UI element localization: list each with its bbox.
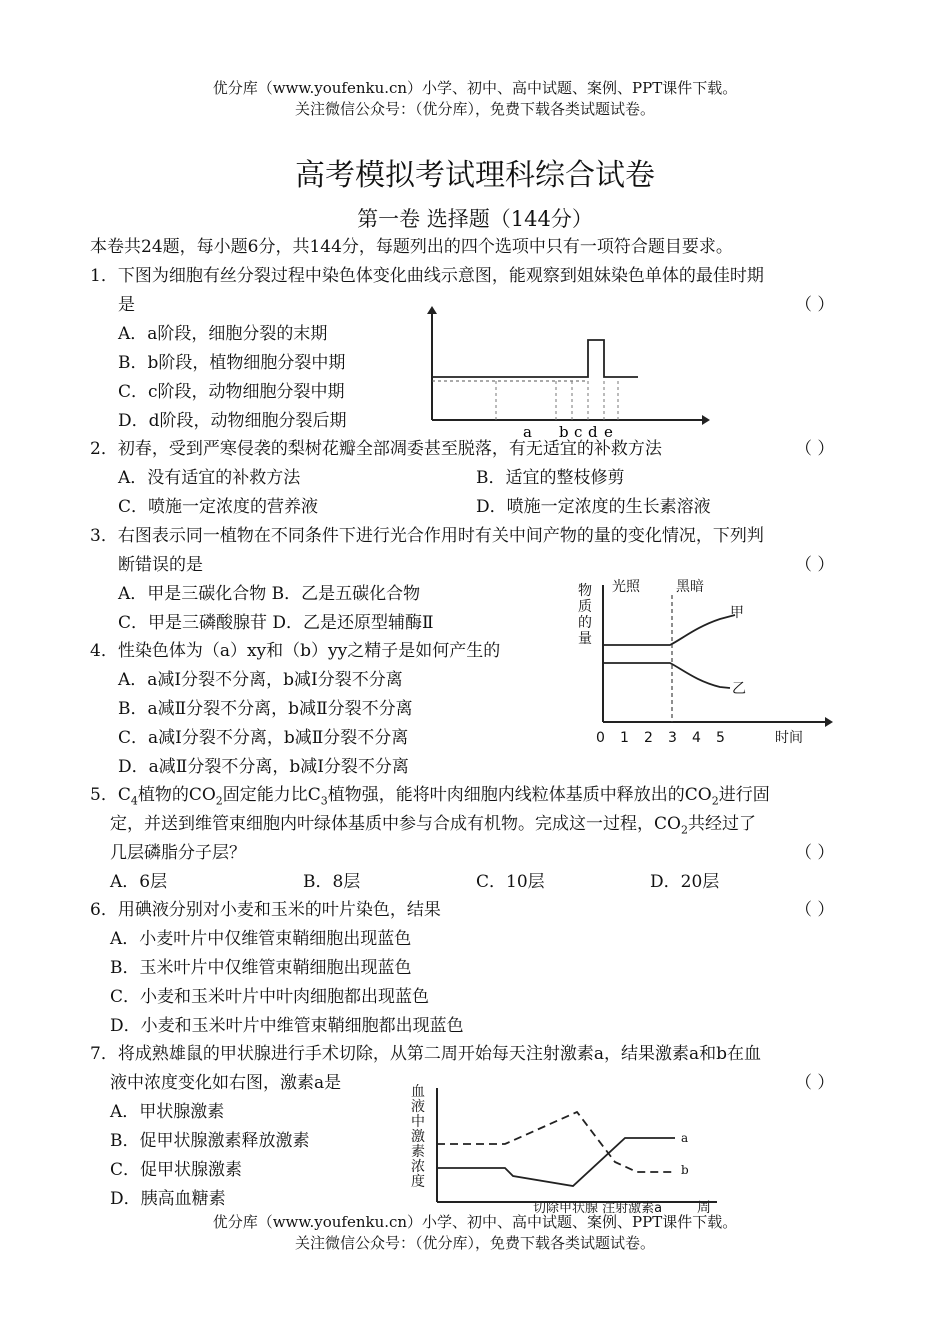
- q1-option-d: D．d阶段，动物细胞分裂后期: [118, 411, 347, 431]
- q7-xlabel: 周: [697, 1200, 711, 1216]
- q3-yi-label: 乙: [732, 681, 746, 697]
- q7-option-a: A．甲状腺激素: [110, 1102, 225, 1122]
- q3-xtick-3: 3: [668, 730, 677, 746]
- q1-answer-paren: （ ）: [795, 295, 835, 315]
- q7-stem-1: 7．将成熟雄鼠的甲状腺进行手术切除，从第二周开始每天注射激素a，结果激素a和b在血: [90, 1044, 761, 1064]
- q3-options-cd: C．甲是三磷酸腺苷 D．乙是还原型辅酶Ⅱ: [118, 613, 434, 633]
- q7-curve-a: [437, 1138, 675, 1186]
- q2-stem: 2．初春，受到严寒侵袭的梨树花瓣全部凋委甚至脱落，有无适宜的补救方法: [90, 439, 662, 459]
- q1-label-a: a: [523, 423, 532, 441]
- q3-stem-1: 3．右图表示同一植物在不同条件下进行光合作用时有关中间产物的量的变化情况，下列判: [90, 526, 764, 546]
- q5-option-b: B．8层: [303, 872, 361, 892]
- q1-option-c: C．c阶段，动物细胞分裂中期: [118, 382, 345, 402]
- q1-label-c: c: [574, 423, 583, 441]
- q5-option-d: D．20层: [650, 872, 720, 892]
- q7-label-b: b: [681, 1163, 689, 1177]
- q5-stem-3: 几层磷脂分子层？: [110, 843, 246, 863]
- q7-ylabel-6: 浓: [411, 1159, 425, 1175]
- q7-label-a: a: [681, 1131, 689, 1145]
- q5-option-c: C．10层: [476, 872, 545, 892]
- q6-option-b: B．玉米叶片中仅维管束鞘细胞出现蓝色: [110, 958, 412, 978]
- q3-xtick-0: 0: [596, 730, 605, 746]
- q3-ylabel-4: 量: [578, 631, 592, 647]
- q3-ylabel-2: 质: [578, 599, 592, 615]
- q3-answer-paren: （ ）: [795, 555, 835, 575]
- q5-stem-1: 5．$C_4$植物的$CO_2$固定能力比$C_3$植物强，能将叶肉细胞内线粒体基质中释放出的$CO_2$进行固: [90, 785, 770, 808]
- q6-option-a: A．小麦叶片中仅维管束鞘细胞出现蓝色: [110, 929, 412, 949]
- q3-curve-yi: [603, 663, 730, 688]
- q1-option-a: A．a阶段，细胞分裂的末期: [118, 324, 328, 344]
- q5-answer-paren: （ ）: [795, 843, 835, 863]
- q5-stem-2: 定，并送到维管束细胞内叶绿体基质中参与合成有机物。完成这一过程，$CO_2$共经过了: [110, 814, 756, 837]
- q7-option-d: D．胰高血糖素: [110, 1189, 226, 1209]
- q3-options-ab: A．甲是三碳化合物 B．乙是五碳化合物: [118, 584, 421, 604]
- q7-ylabel-4: 激: [411, 1129, 425, 1145]
- q7-figure: [405, 1080, 725, 1218]
- q1-curve: [432, 340, 638, 377]
- q6-answer-paren: （ ）: [795, 900, 835, 920]
- q6-option-c: C．小麦和玉米叶片中叶肉细胞都出现蓝色: [110, 987, 430, 1007]
- q1-label-d: d: [588, 423, 598, 441]
- q3-stem-2: 断错误的是: [118, 555, 203, 575]
- q7-option-b: B．促甲状腺激素释放激素: [110, 1131, 310, 1151]
- page-title: 高考模拟考试理科综合试卷: [295, 158, 655, 193]
- q5-option-a: A．6层: [110, 872, 168, 892]
- q7-ylabel-1: 血: [411, 1084, 425, 1100]
- footer-line-2: 关注微信公众号：（优分库），免费下载各类试题试卷。: [294, 1234, 655, 1252]
- q1-figure: [420, 302, 710, 444]
- q4-stem: 4．性染色体为（a）xy和（b）yy之精子是如何产生的: [90, 641, 501, 661]
- footer-line-1: 优分库（www.youfenku.cn）小学、初中、高中试题、案例、PPT课件下载。: [212, 1213, 738, 1231]
- q6-stem: 6．用碘液分别对小麦和玉米的叶片染色，结果: [90, 900, 441, 920]
- q4-option-a: A．a减Ⅰ分裂不分离，b减Ⅰ分裂不分离: [118, 670, 403, 690]
- section-subtitle: 第一卷 选择题（144分）: [357, 207, 593, 231]
- q1-option-b: B．b阶段，植物细胞分裂中期: [118, 353, 346, 373]
- q3-xtick-5: 5: [716, 730, 725, 746]
- q3-figure: [570, 575, 835, 753]
- q3-light-label: 光照: [612, 579, 640, 595]
- q3-curve-jia: [603, 615, 735, 645]
- q3-xtick-4: 4: [692, 730, 701, 746]
- q7-ylabel-2: 液: [411, 1099, 425, 1115]
- q7-stem-2: 液中浓度变化如右图，激素a是: [110, 1073, 342, 1093]
- q1-label-b: b: [559, 423, 569, 441]
- q2-option-a: A．没有适宜的补救方法: [118, 468, 301, 488]
- q2-option-c: C．喷施一定浓度的营养液: [118, 497, 319, 517]
- q1-label-e: e: [604, 423, 613, 441]
- q2-option-b: B．适宜的整枝修剪: [476, 468, 625, 488]
- instructions: 本卷共24题，每小题6分，共144分，每题列出的四个选项中只有一项符合题目要求。: [90, 237, 733, 257]
- q7-ylabel-5: 素: [411, 1144, 425, 1160]
- q6-option-d: D．小麦和玉米叶片中维管束鞘细胞都出现蓝色: [110, 1016, 464, 1036]
- q4-option-d: D．a减Ⅱ分裂不分离，b减Ⅰ分裂不分离: [118, 757, 409, 777]
- q2-option-d: D．喷施一定浓度的生长素溶液: [476, 497, 711, 517]
- q3-xtick-1: 1: [620, 730, 629, 746]
- q3-xlabel: 时间: [775, 730, 803, 746]
- q7-option-c: C．促甲状腺激素: [110, 1160, 243, 1180]
- q7-ylabel-3: 中: [411, 1114, 425, 1130]
- q7-curve-b: [437, 1112, 675, 1172]
- q4-option-c: C．a减Ⅰ分裂不分离，b减Ⅱ分裂不分离: [118, 728, 409, 748]
- q1-stem-2: 是: [118, 295, 135, 315]
- q3-ylabel-1: 物: [578, 583, 592, 599]
- q7-ylabel-7: 度: [411, 1174, 425, 1190]
- q3-jia-label: 甲: [730, 605, 744, 621]
- q2-answer-paren: （ ）: [795, 439, 835, 459]
- q3-xtick-2: 2: [644, 730, 653, 746]
- q3-dark-label: 黑暗: [676, 579, 704, 595]
- q7-answer-paren: （ ）: [795, 1073, 835, 1093]
- q3-ylabel-3: 的: [578, 615, 592, 631]
- q7-x-note: 切除甲状腺 注射激素a: [533, 1201, 663, 1216]
- q4-option-b: B．a减Ⅱ分裂不分离，b减Ⅱ分裂不分离: [118, 699, 413, 719]
- header-line-2: 关注微信公众号：（优分库），免费下载各类试题试卷。: [294, 100, 655, 118]
- q1-stem-1: 1．下图为细胞有丝分裂过程中染色体变化曲线示意图，能观察到姐妹染色单体的最佳时期: [90, 266, 764, 286]
- header-line-1: 优分库（www.youfenku.cn）小学、初中、高中试题、案例、PPT课件下载。: [212, 79, 738, 97]
